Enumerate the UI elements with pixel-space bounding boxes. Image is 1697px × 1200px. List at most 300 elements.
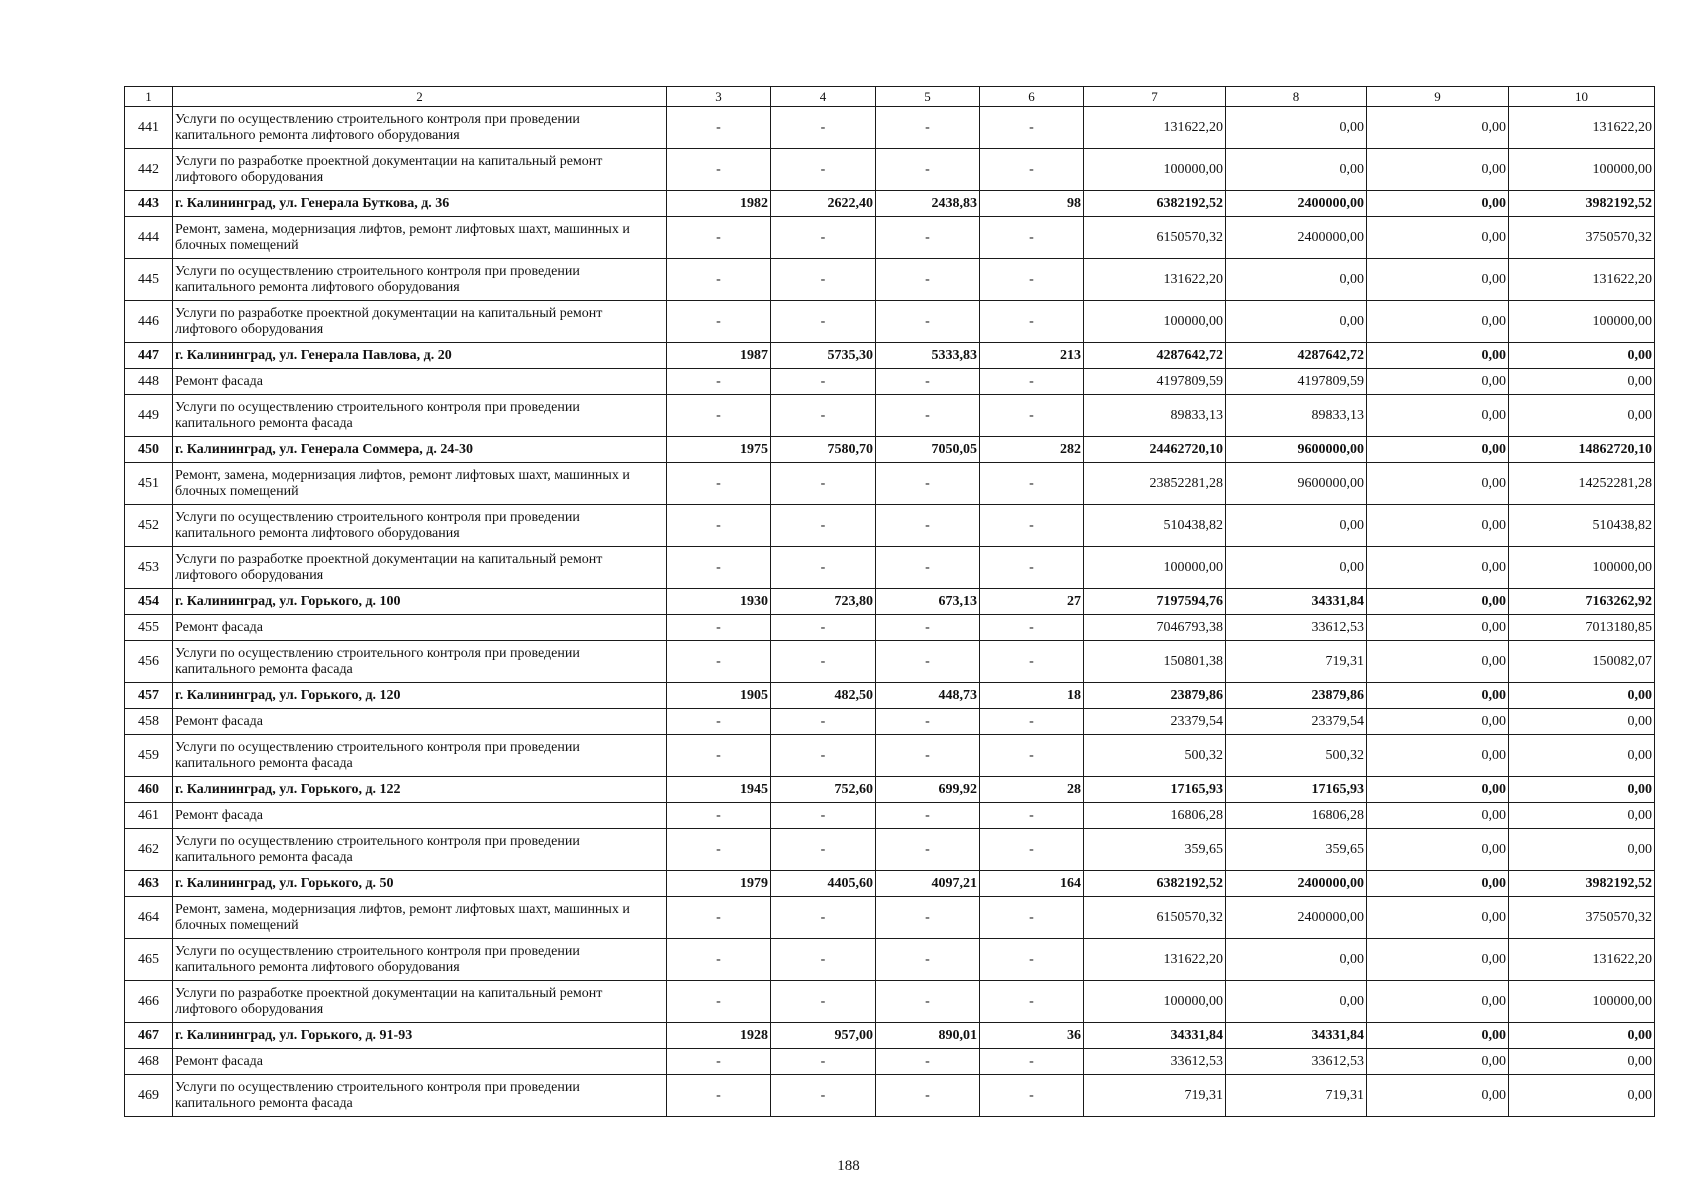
cell-col10-amount: 0,00: [1509, 777, 1655, 803]
cell-total-area: 482,50: [771, 683, 876, 709]
cell-residents: -: [980, 259, 1084, 301]
row-description: Услуги по разработке проектной документации на капитальный ремонт лифтового оборудования: [173, 981, 667, 1023]
cell-col8-amount: 719,31: [1226, 641, 1367, 683]
cell-residents: -: [980, 897, 1084, 939]
cell-col8-amount: 23379,54: [1226, 709, 1367, 735]
cell-residents: -: [980, 803, 1084, 829]
cell-col9-amount: 0,00: [1367, 803, 1509, 829]
address-row: [125, 1023, 1655, 1049]
row-number: 458: [125, 709, 173, 735]
cell-col9-amount: 0,00: [1367, 463, 1509, 505]
cell-living-area: 448,73: [876, 683, 980, 709]
cell-year: 1975: [667, 437, 771, 463]
cell-col8-amount: 0,00: [1226, 107, 1367, 149]
work-item-row: [125, 217, 1655, 259]
cell-total-area: 752,60: [771, 777, 876, 803]
cell-year: -: [667, 217, 771, 259]
cell-total-cost: 16806,28: [1084, 803, 1226, 829]
cell-total-cost: 7046793,38: [1084, 615, 1226, 641]
cell-residents: -: [980, 301, 1084, 343]
cell-total-area: 957,00: [771, 1023, 876, 1049]
row-number: 455: [125, 615, 173, 641]
row-number: 443: [125, 191, 173, 217]
cell-residents: -: [980, 1049, 1084, 1075]
cell-col8-amount: 16806,28: [1226, 803, 1367, 829]
cell-col8-amount: 0,00: [1226, 149, 1367, 191]
row-description: Ремонт фасада: [173, 615, 667, 641]
cell-col10-amount: 0,00: [1509, 1023, 1655, 1049]
cell-total-area: -: [771, 395, 876, 437]
cell-living-area: 890,01: [876, 1023, 980, 1049]
row-description: Ремонт, замена, модернизация лифтов, ремонт лифтовых шахт, машинных и блочных помещений: [173, 897, 667, 939]
cell-col10-amount: 131622,20: [1509, 259, 1655, 301]
cell-total-cost: 23852281,28: [1084, 463, 1226, 505]
cell-col9-amount: 0,00: [1367, 149, 1509, 191]
row-description: Ремонт, замена, модернизация лифтов, ремонт лифтовых шахт, машинных и блочных помещений: [173, 463, 667, 505]
cell-col8-amount: 0,00: [1226, 547, 1367, 589]
work-item-row: [125, 641, 1655, 683]
cell-col10-amount: 0,00: [1509, 395, 1655, 437]
cell-living-area: -: [876, 641, 980, 683]
cell-col9-amount: 0,00: [1367, 615, 1509, 641]
header-cell: 10: [1509, 87, 1655, 107]
cell-residents: -: [980, 939, 1084, 981]
cell-col10-amount: 3750570,32: [1509, 217, 1655, 259]
cell-col9-amount: 0,00: [1367, 217, 1509, 259]
cell-total-area: -: [771, 369, 876, 395]
cell-living-area: -: [876, 547, 980, 589]
row-number: 466: [125, 981, 173, 1023]
cell-residents: 98: [980, 191, 1084, 217]
address-row: [125, 777, 1655, 803]
cell-residents: -: [980, 709, 1084, 735]
cell-col9-amount: 0,00: [1367, 343, 1509, 369]
cell-col9-amount: 0,00: [1367, 1049, 1509, 1075]
row-description: Услуги по осуществлению строительного контроля при проведении капитального ремонта фасада: [173, 735, 667, 777]
cell-col8-amount: 2400000,00: [1226, 897, 1367, 939]
cell-year: -: [667, 463, 771, 505]
cell-living-area: 699,92: [876, 777, 980, 803]
header-cell: 8: [1226, 87, 1367, 107]
cell-col9-amount: 0,00: [1367, 437, 1509, 463]
cell-living-area: -: [876, 395, 980, 437]
cell-total-cost: 17165,93: [1084, 777, 1226, 803]
cell-total-area: -: [771, 463, 876, 505]
cell-total-area: -: [771, 641, 876, 683]
cell-living-area: -: [876, 615, 980, 641]
row-number: 446: [125, 301, 173, 343]
row-number: 457: [125, 683, 173, 709]
cell-living-area: -: [876, 939, 980, 981]
cell-col8-amount: 0,00: [1226, 939, 1367, 981]
cell-residents: 36: [980, 1023, 1084, 1049]
cell-year: -: [667, 547, 771, 589]
row-description: Ремонт фасада: [173, 1049, 667, 1075]
cell-col10-amount: 0,00: [1509, 803, 1655, 829]
cell-residents: -: [980, 547, 1084, 589]
cell-col10-amount: 14252281,28: [1509, 463, 1655, 505]
cell-col9-amount: 0,00: [1367, 1075, 1509, 1117]
row-description: г. Калининград, ул. Горького, д. 122: [173, 777, 667, 803]
row-number: 451: [125, 463, 173, 505]
cell-total-area: -: [771, 735, 876, 777]
row-description: Услуги по осуществлению строительного контроля при проведении капитального ремонта лифтового оборудования: [173, 505, 667, 547]
cell-col8-amount: 89833,13: [1226, 395, 1367, 437]
cell-total-cost: 500,32: [1084, 735, 1226, 777]
cell-year: 1928: [667, 1023, 771, 1049]
cell-col10-amount: 100000,00: [1509, 149, 1655, 191]
cell-residents: -: [980, 149, 1084, 191]
cell-col8-amount: 33612,53: [1226, 615, 1367, 641]
address-row: [125, 589, 1655, 615]
header-cell: 1: [125, 87, 173, 107]
row-number: 461: [125, 803, 173, 829]
cell-col10-amount: 0,00: [1509, 369, 1655, 395]
cell-col9-amount: 0,00: [1367, 777, 1509, 803]
cell-col10-amount: 3982192,52: [1509, 191, 1655, 217]
cell-col8-amount: 9600000,00: [1226, 463, 1367, 505]
cell-total-area: -: [771, 217, 876, 259]
cell-living-area: -: [876, 463, 980, 505]
row-description: г. Калининград, ул. Горького, д. 120: [173, 683, 667, 709]
cell-col9-amount: 0,00: [1367, 589, 1509, 615]
cell-total-cost: 100000,00: [1084, 301, 1226, 343]
cell-total-area: 5735,30: [771, 343, 876, 369]
cell-total-area: -: [771, 1075, 876, 1117]
row-description: Услуги по осуществлению строительного контроля при проведении капитального ремонта фасада: [173, 395, 667, 437]
cell-total-cost: 719,31: [1084, 1075, 1226, 1117]
cell-col9-amount: 0,00: [1367, 683, 1509, 709]
cell-col9-amount: 0,00: [1367, 709, 1509, 735]
cell-total-area: -: [771, 301, 876, 343]
cell-year: 1979: [667, 871, 771, 897]
table-body: [125, 107, 1655, 1117]
cell-total-cost: 100000,00: [1084, 547, 1226, 589]
cell-col9-amount: 0,00: [1367, 191, 1509, 217]
work-item-row: [125, 149, 1655, 191]
cell-col8-amount: 4197809,59: [1226, 369, 1367, 395]
row-description: г. Калининград, ул. Горького, д. 100: [173, 589, 667, 615]
row-description: г. Калининград, ул. Генерала Соммера, д. 24-30: [173, 437, 667, 463]
row-number: 448: [125, 369, 173, 395]
cell-col9-amount: 0,00: [1367, 369, 1509, 395]
cell-year: 1905: [667, 683, 771, 709]
work-item-row: [125, 395, 1655, 437]
cell-living-area: 2438,83: [876, 191, 980, 217]
cell-total-cost: 131622,20: [1084, 259, 1226, 301]
header-cell: 2: [173, 87, 667, 107]
cell-col10-amount: 100000,00: [1509, 981, 1655, 1023]
row-description: Услуги по осуществлению строительного контроля при проведении капитального ремонта лифтового оборудования: [173, 939, 667, 981]
cell-living-area: -: [876, 803, 980, 829]
cell-living-area: -: [876, 505, 980, 547]
page-number: 188: [837, 1158, 860, 1174]
work-item-row: [125, 897, 1655, 939]
cell-col10-amount: 100000,00: [1509, 301, 1655, 343]
cell-year: -: [667, 369, 771, 395]
cell-col10-amount: 131622,20: [1509, 939, 1655, 981]
cell-col10-amount: 510438,82: [1509, 505, 1655, 547]
cell-year: -: [667, 395, 771, 437]
cell-col9-amount: 0,00: [1367, 547, 1509, 589]
work-item-row: [125, 547, 1655, 589]
cell-living-area: 5333,83: [876, 343, 980, 369]
cell-total-cost: 89833,13: [1084, 395, 1226, 437]
cell-living-area: 673,13: [876, 589, 980, 615]
cell-col9-amount: 0,00: [1367, 829, 1509, 871]
cell-col10-amount: 7013180,85: [1509, 615, 1655, 641]
cell-total-cost: 131622,20: [1084, 107, 1226, 149]
row-description: г. Калининград, ул. Генерала Буткова, д. 36: [173, 191, 667, 217]
cell-total-area: -: [771, 259, 876, 301]
cell-col9-amount: 0,00: [1367, 1023, 1509, 1049]
cell-col10-amount: 0,00: [1509, 1075, 1655, 1117]
cell-year: 1982: [667, 191, 771, 217]
row-number: 460: [125, 777, 173, 803]
address-row: [125, 683, 1655, 709]
cell-living-area: -: [876, 1075, 980, 1117]
cell-total-area: 2622,40: [771, 191, 876, 217]
cell-col9-amount: 0,00: [1367, 871, 1509, 897]
cell-year: -: [667, 735, 771, 777]
cell-year: -: [667, 149, 771, 191]
cell-col8-amount: 500,32: [1226, 735, 1367, 777]
cell-living-area: 4097,21: [876, 871, 980, 897]
row-number: 454: [125, 589, 173, 615]
address-row: [125, 871, 1655, 897]
cell-total-cost: 131622,20: [1084, 939, 1226, 981]
cell-col8-amount: 34331,84: [1226, 589, 1367, 615]
row-number: 449: [125, 395, 173, 437]
cell-total-cost: 6382192,52: [1084, 191, 1226, 217]
row-number: 462: [125, 829, 173, 871]
cell-year: -: [667, 829, 771, 871]
cell-col9-amount: 0,00: [1367, 981, 1509, 1023]
row-description: Услуги по осуществлению строительного контроля при проведении капитального ремонта фасада: [173, 829, 667, 871]
cell-col9-amount: 0,00: [1367, 897, 1509, 939]
row-description: Ремонт фасада: [173, 369, 667, 395]
cell-living-area: -: [876, 1049, 980, 1075]
cell-col10-amount: 100000,00: [1509, 547, 1655, 589]
row-description: Ремонт фасада: [173, 803, 667, 829]
cell-total-area: -: [771, 829, 876, 871]
cell-living-area: -: [876, 897, 980, 939]
row-number: 465: [125, 939, 173, 981]
address-row: [125, 191, 1655, 217]
cell-col8-amount: 359,65: [1226, 829, 1367, 871]
cell-total-cost: 4197809,59: [1084, 369, 1226, 395]
address-row: [125, 343, 1655, 369]
cell-total-area: -: [771, 615, 876, 641]
row-number: 467: [125, 1023, 173, 1049]
cell-col8-amount: 0,00: [1226, 981, 1367, 1023]
cell-year: -: [667, 1075, 771, 1117]
cell-residents: -: [980, 369, 1084, 395]
row-description: Услуги по разработке проектной документации на капитальный ремонт лифтового оборудования: [173, 301, 667, 343]
row-number: 464: [125, 897, 173, 939]
cell-residents: -: [980, 641, 1084, 683]
cell-year: 1930: [667, 589, 771, 615]
header-cell: 6: [980, 87, 1084, 107]
capital-repair-table: [124, 86, 1655, 1117]
cell-col9-amount: 0,00: [1367, 505, 1509, 547]
cell-total-cost: 4287642,72: [1084, 343, 1226, 369]
row-number: 445: [125, 259, 173, 301]
cell-year: 1945: [667, 777, 771, 803]
cell-col10-amount: 0,00: [1509, 829, 1655, 871]
work-item-row: [125, 505, 1655, 547]
cell-living-area: -: [876, 217, 980, 259]
cell-col10-amount: 3982192,52: [1509, 871, 1655, 897]
cell-col8-amount: 9600000,00: [1226, 437, 1367, 463]
work-item-row: [125, 1049, 1655, 1075]
cell-living-area: -: [876, 259, 980, 301]
cell-residents: 28: [980, 777, 1084, 803]
cell-total-area: -: [771, 149, 876, 191]
cell-residents: -: [980, 395, 1084, 437]
row-number: 442: [125, 149, 173, 191]
cell-total-cost: 510438,82: [1084, 505, 1226, 547]
cell-year: -: [667, 939, 771, 981]
cell-col10-amount: 150082,07: [1509, 641, 1655, 683]
cell-residents: 164: [980, 871, 1084, 897]
cell-year: -: [667, 709, 771, 735]
cell-residents: -: [980, 615, 1084, 641]
cell-residents: -: [980, 981, 1084, 1023]
work-item-row: [125, 369, 1655, 395]
row-number: 459: [125, 735, 173, 777]
work-item-row: [125, 615, 1655, 641]
row-description: г. Калининград, ул. Генерала Павлова, д. 20: [173, 343, 667, 369]
cell-total-cost: 6150570,32: [1084, 897, 1226, 939]
cell-col10-amount: 0,00: [1509, 683, 1655, 709]
cell-living-area: -: [876, 369, 980, 395]
cell-col10-amount: 0,00: [1509, 735, 1655, 777]
cell-col9-amount: 0,00: [1367, 107, 1509, 149]
cell-col9-amount: 0,00: [1367, 395, 1509, 437]
cell-col10-amount: 0,00: [1509, 709, 1655, 735]
cell-total-cost: 359,65: [1084, 829, 1226, 871]
cell-year: -: [667, 259, 771, 301]
row-number: 450: [125, 437, 173, 463]
cell-total-area: -: [771, 107, 876, 149]
cell-living-area: -: [876, 829, 980, 871]
cell-col8-amount: 2400000,00: [1226, 871, 1367, 897]
cell-total-area: 4405,60: [771, 871, 876, 897]
cell-col8-amount: 719,31: [1226, 1075, 1367, 1117]
cell-total-cost: 7197594,76: [1084, 589, 1226, 615]
cell-residents: -: [980, 463, 1084, 505]
cell-col8-amount: 2400000,00: [1226, 191, 1367, 217]
work-item-row: [125, 709, 1655, 735]
cell-year: -: [667, 107, 771, 149]
cell-living-area: -: [876, 301, 980, 343]
cell-total-cost: 150801,38: [1084, 641, 1226, 683]
cell-total-area: -: [771, 1049, 876, 1075]
work-item-row: [125, 1075, 1655, 1117]
cell-year: -: [667, 641, 771, 683]
cell-col8-amount: 0,00: [1226, 259, 1367, 301]
work-item-row: [125, 107, 1655, 149]
header-row: [125, 87, 1655, 107]
cell-col9-amount: 0,00: [1367, 939, 1509, 981]
cell-total-area: -: [771, 547, 876, 589]
cell-col8-amount: 23879,86: [1226, 683, 1367, 709]
cell-living-area: -: [876, 709, 980, 735]
row-number: 469: [125, 1075, 173, 1117]
cell-col9-amount: 0,00: [1367, 735, 1509, 777]
cell-col8-amount: 4287642,72: [1226, 343, 1367, 369]
row-number: 453: [125, 547, 173, 589]
header-cell: 7: [1084, 87, 1226, 107]
work-item-row: [125, 735, 1655, 777]
work-item-row: [125, 829, 1655, 871]
cell-total-area: -: [771, 709, 876, 735]
cell-year: -: [667, 301, 771, 343]
cell-total-cost: 34331,84: [1084, 1023, 1226, 1049]
cell-residents: 213: [980, 343, 1084, 369]
cell-col10-amount: 0,00: [1509, 1049, 1655, 1075]
row-description: Услуги по осуществлению строительного контроля при проведении капитального ремонта лифтового оборудования: [173, 259, 667, 301]
row-description: Ремонт, замена, модернизация лифтов, ремонт лифтовых шахт, машинных и блочных помещений: [173, 217, 667, 259]
cell-col10-amount: 131622,20: [1509, 107, 1655, 149]
cell-living-area: 7050,05: [876, 437, 980, 463]
cell-residents: 27: [980, 589, 1084, 615]
cell-total-cost: 24462720,10: [1084, 437, 1226, 463]
work-item-row: [125, 803, 1655, 829]
cell-col8-amount: 33612,53: [1226, 1049, 1367, 1075]
cell-total-cost: 6150570,32: [1084, 217, 1226, 259]
cell-residents: -: [980, 1075, 1084, 1117]
cell-year: -: [667, 615, 771, 641]
cell-total-cost: 6382192,52: [1084, 871, 1226, 897]
cell-residents: -: [980, 505, 1084, 547]
row-number: 452: [125, 505, 173, 547]
cell-total-cost: 23379,54: [1084, 709, 1226, 735]
document-sheet: [124, 86, 1654, 1117]
row-description: Услуги по осуществлению строительного контроля при проведении капитального ремонта фасада: [173, 641, 667, 683]
cell-col8-amount: 0,00: [1226, 505, 1367, 547]
cell-year: -: [667, 803, 771, 829]
cell-living-area: -: [876, 981, 980, 1023]
cell-residents: -: [980, 829, 1084, 871]
row-number: 468: [125, 1049, 173, 1075]
cell-col8-amount: 2400000,00: [1226, 217, 1367, 259]
cell-col10-amount: 14862720,10: [1509, 437, 1655, 463]
cell-living-area: -: [876, 107, 980, 149]
cell-year: -: [667, 897, 771, 939]
cell-total-cost: 33612,53: [1084, 1049, 1226, 1075]
cell-total-area: -: [771, 939, 876, 981]
cell-living-area: -: [876, 735, 980, 777]
row-number: 463: [125, 871, 173, 897]
cell-residents: 282: [980, 437, 1084, 463]
cell-total-area: -: [771, 981, 876, 1023]
row-description: Услуги по осуществлению строительного контроля при проведении капитального ремонта фасада: [173, 1075, 667, 1117]
cell-residents: -: [980, 107, 1084, 149]
work-item-row: [125, 939, 1655, 981]
cell-total-area: -: [771, 803, 876, 829]
cell-year: 1987: [667, 343, 771, 369]
row-number: 444: [125, 217, 173, 259]
header-cell: 9: [1367, 87, 1509, 107]
cell-col9-amount: 0,00: [1367, 301, 1509, 343]
address-row: [125, 437, 1655, 463]
cell-col8-amount: 34331,84: [1226, 1023, 1367, 1049]
cell-total-area: -: [771, 897, 876, 939]
row-description: г. Калининград, ул. Горького, д. 91-93: [173, 1023, 667, 1049]
cell-residents: -: [980, 735, 1084, 777]
